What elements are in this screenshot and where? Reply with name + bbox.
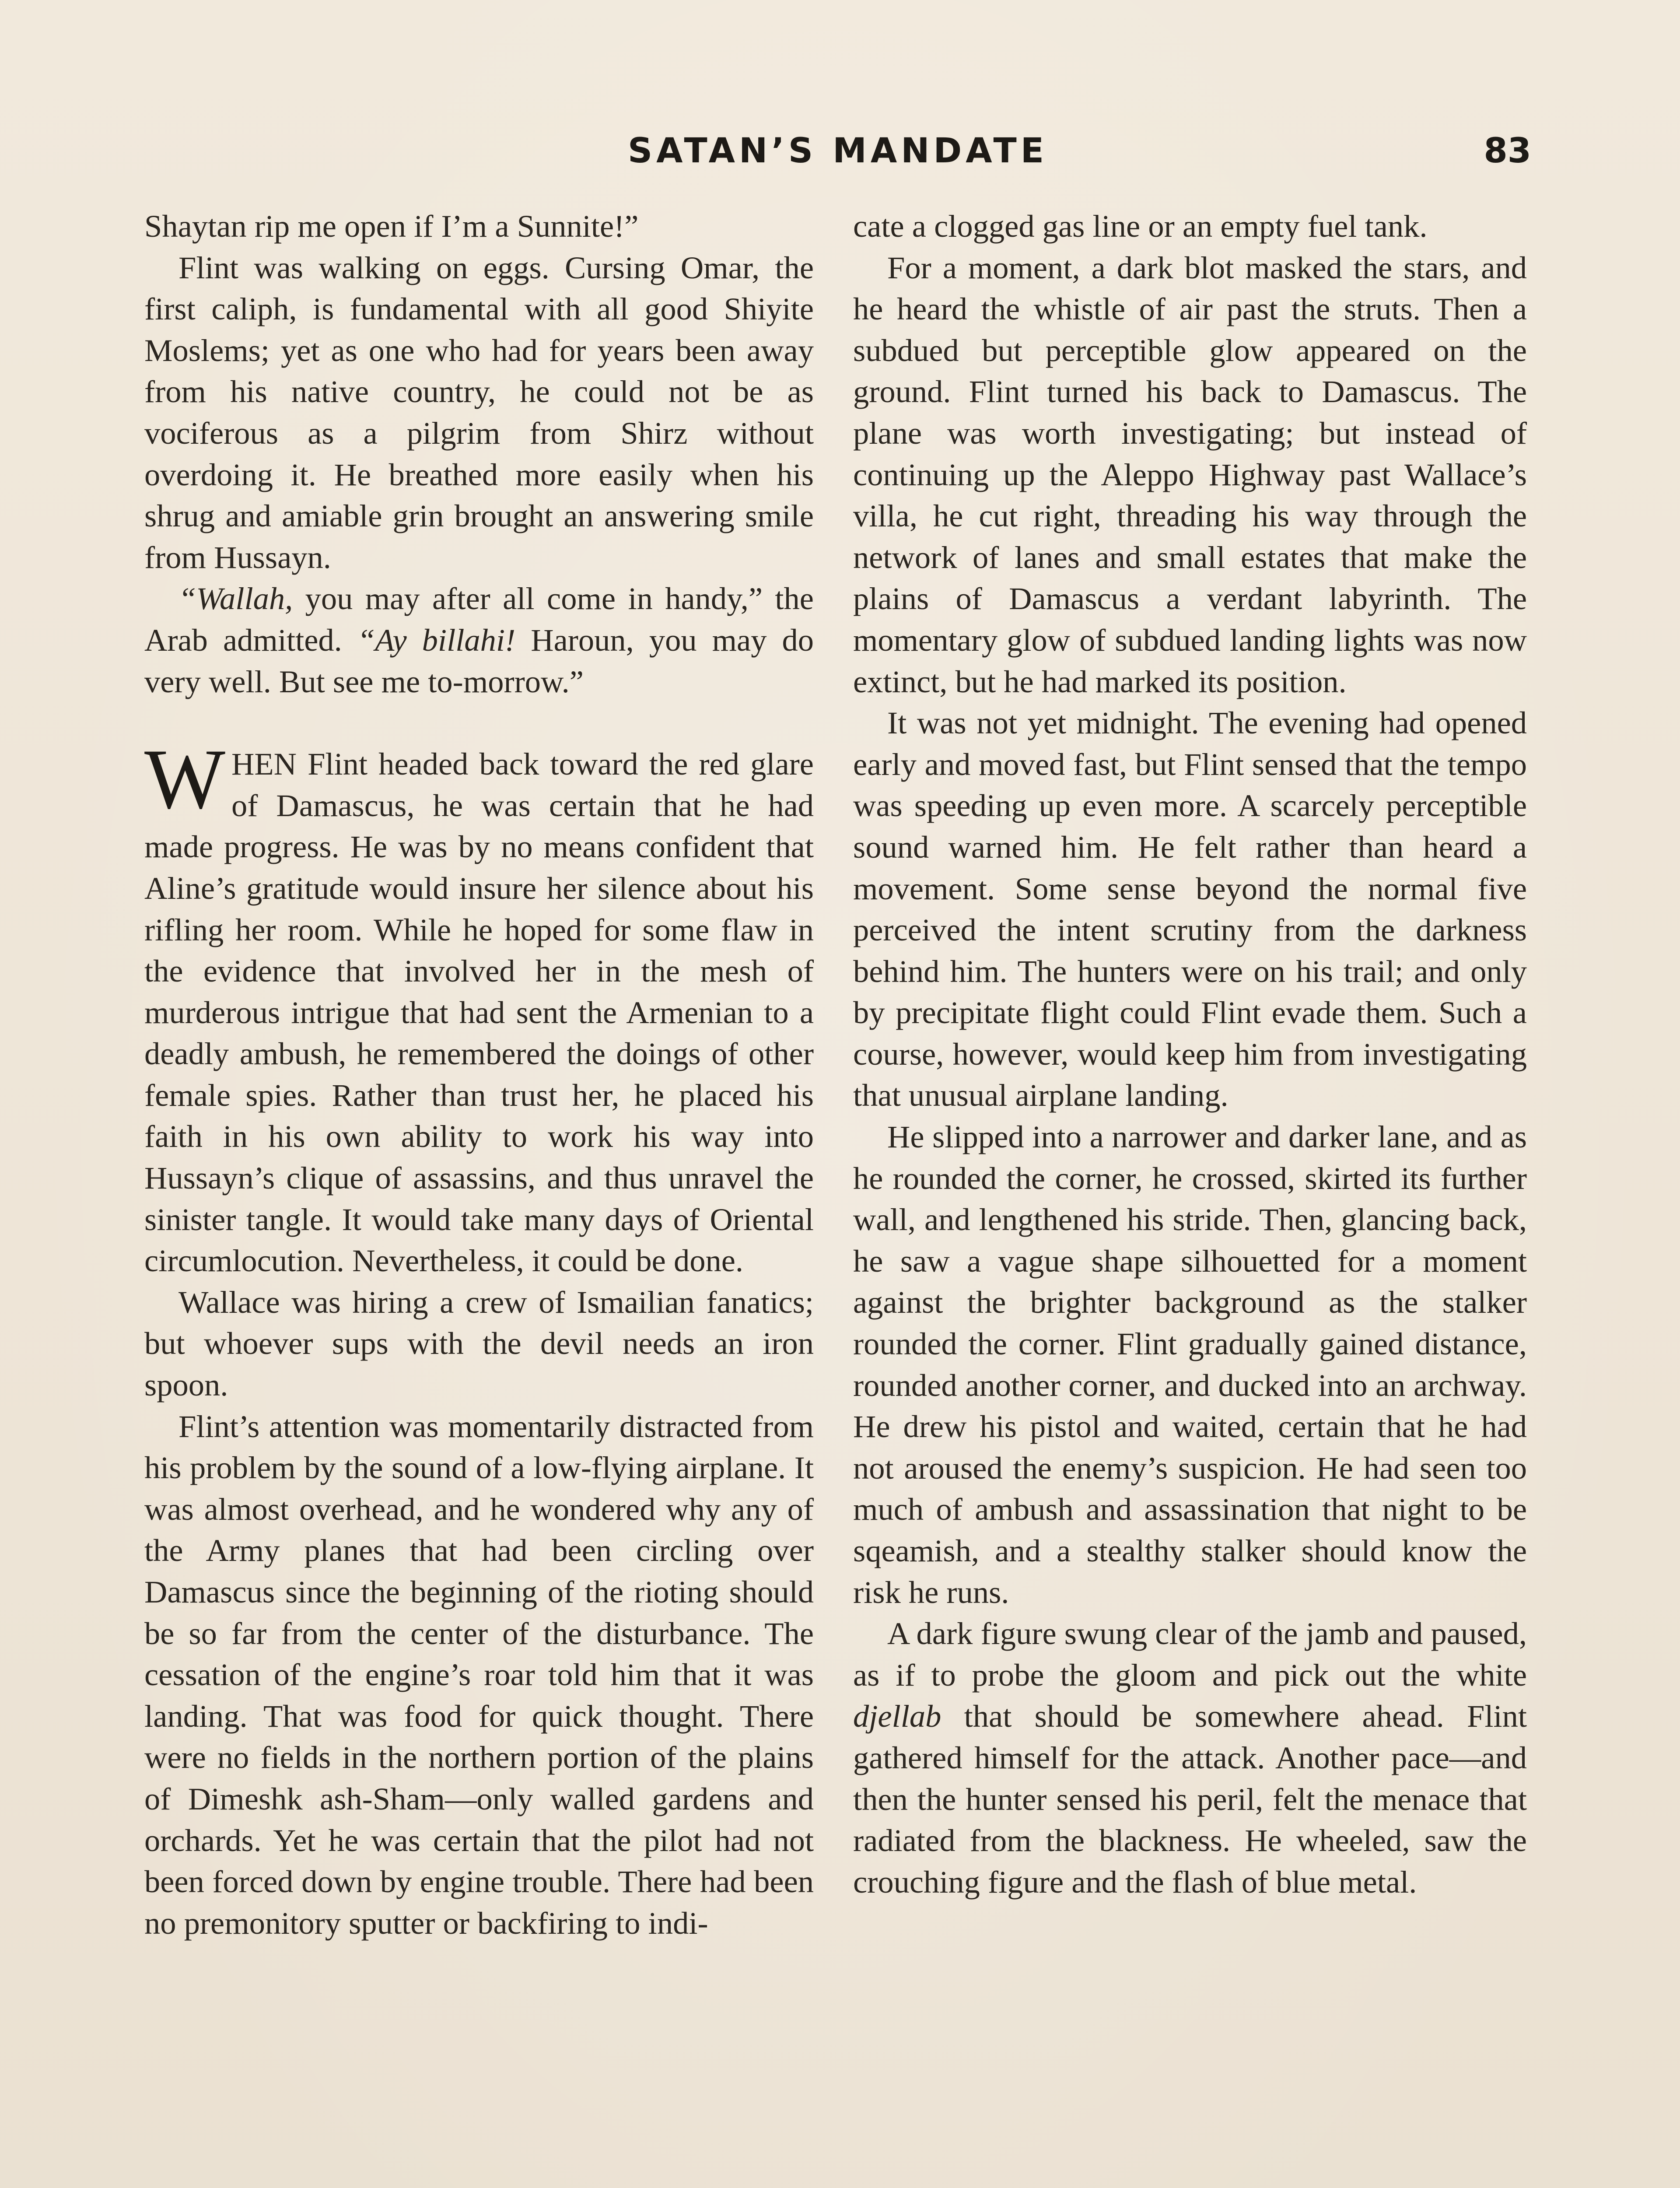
paragraph [853, 1116, 1527, 1613]
paragraph-text: He slipped into a narrower and darker lane, and as he rounded the corner, he crossed, skirted its further wall, and lengthened his stride. Then, glancing back, he saw a vague shape silhouetted for a moment against the brighter background as the stalker rounded the corner. Flint gradually gained distance, rounded another corner, and ducked into an archway. He drew his pistol and waited, certain that he had not aroused the enemy’s suspicion. He had seen too much of ambush and assassination that night to be sqeamish, and a stealthy stalker should know the risk he runs. [853, 1119, 1527, 1610]
page-header [144, 131, 1531, 179]
paragraph-text: Flint’s attention was momentarily distracted from his problem by the sound of a low-flying airplane. It was almost overhead, and he wondered why any of the Army planes that had been circling over Damascus since the beginning of the rioting should be so far from the center of the disturbance. The cessation of the engine’s roar told him that it was landing. That was food for quick thought. There were no fields in the northern portion of the plains of Dimeshk ash-Sham—only walled gardens and orchards. Yet he was certain that the pilot had not been forced down by engine trouble. There had been no premonitory sputter or backfiring to indi- [144, 1408, 814, 1941]
paragraph-text: cate a clogged gas line or an empty fuel tank. [853, 208, 1428, 244]
drop-cap: W [144, 732, 225, 827]
paragraph [853, 1613, 1527, 1903]
paragraph [144, 732, 814, 1282]
page-number: 83 [1484, 131, 1531, 171]
paragraph-text: you may after all come in handy,” the Arab admitted. [144, 581, 814, 658]
running-title: SATAN’S MANDATE [627, 131, 1048, 171]
paragraph-text: Haroun, you may do very well. But see me to-morrow.” [144, 622, 814, 699]
italic-text: “Wallah, [178, 581, 293, 617]
right-text-column [853, 206, 1527, 1903]
paragraph [144, 1282, 814, 1406]
paragraph-text: It was not yet midnight. The evening had opened early and moved fast, but Flint sensed that the tempo was speeding up even more. A scarcely perceptible sound warned him. He felt rather than heard a movement. Some sense beyond the normal five perceived the intent scrutiny from the darkness behind him. The hunters were on his trail; and only by precipitate flight could Flint evade them. Such a course, however, would keep him from investigating that unusual airplane landing. [853, 705, 1527, 1113]
paragraph-text: A dark figure swung clear of the jamb and paused, as if to probe the gloom and pick out the white [853, 1616, 1527, 1693]
paragraph-text: Shaytan rip me open if I’m a Sunnite!” [144, 208, 639, 244]
paragraph-text: Wallace was hiring a crew of Ismailian fanatics; but whoever sups with the devil needs an iron spoon. [144, 1284, 814, 1403]
paragraph [853, 702, 1527, 1116]
paragraph-text: HEN Flint headed back toward the red glare of Damascus, he was certain that he had made progress. He was by no means confident that Aline’s gratitude would insure her silence about his rifling her room. While he hoped for some flaw in the evidence that involved her in the mesh of murderous intrigue that had sent the Armenian to a deadly ambush, he remembered the doings of other female spies. Rather than trust her, he placed his faith in his own ability to work his way into Hussayn’s clique of assassins, and thus unravel the sinister tangle. It would take many days of Oriental circumlocution. Nevertheless, it could be done. [144, 746, 814, 1279]
paragraph [144, 578, 814, 702]
paragraph-text: Flint was walking on eggs. Cursing Omar, the first caliph, is fundamental with all good Shiyite Moslems; yet as one who had for years been away from his native country, he could not be as vociferous as a pilgrim from Shirz without overdoing it. He breathed more easily when his shrug and amiable grin brought an answering smile from Hussayn. [144, 249, 814, 575]
paragraph-text: that should be somewhere ahead. Flint gathered himself for the attack. Another pace—and then the hunter sensed his peril, felt the menace that radiated from the blackness. He wheeled, saw the crouching figure and the flash of blue metal. [853, 1698, 1527, 1900]
paragraph [144, 1406, 814, 1944]
paragraph [144, 206, 814, 247]
italic-text: djellab [853, 1698, 942, 1734]
italic-text: “Ay billahi! [357, 622, 516, 658]
left-text-column [144, 206, 814, 1944]
paragraph-text: For a moment, a dark blot masked the stars, and he heard the whistle of air past the struts. Then a subdued but perceptible glow appeared on the ground. Flint turned his back to Damascus. The plane was worth investigating; but instead of continuing up the Aleppo Highway past Wallace’s villa, he cut right, threading his way through the network of lanes and small estates that make the plains of Damascus a verdant labyrinth. The momentary glow of subdued landing lights was now extinct, but he had marked its position. [853, 249, 1527, 699]
paragraph [853, 247, 1527, 703]
paragraph [853, 206, 1527, 247]
paragraph [144, 247, 814, 579]
